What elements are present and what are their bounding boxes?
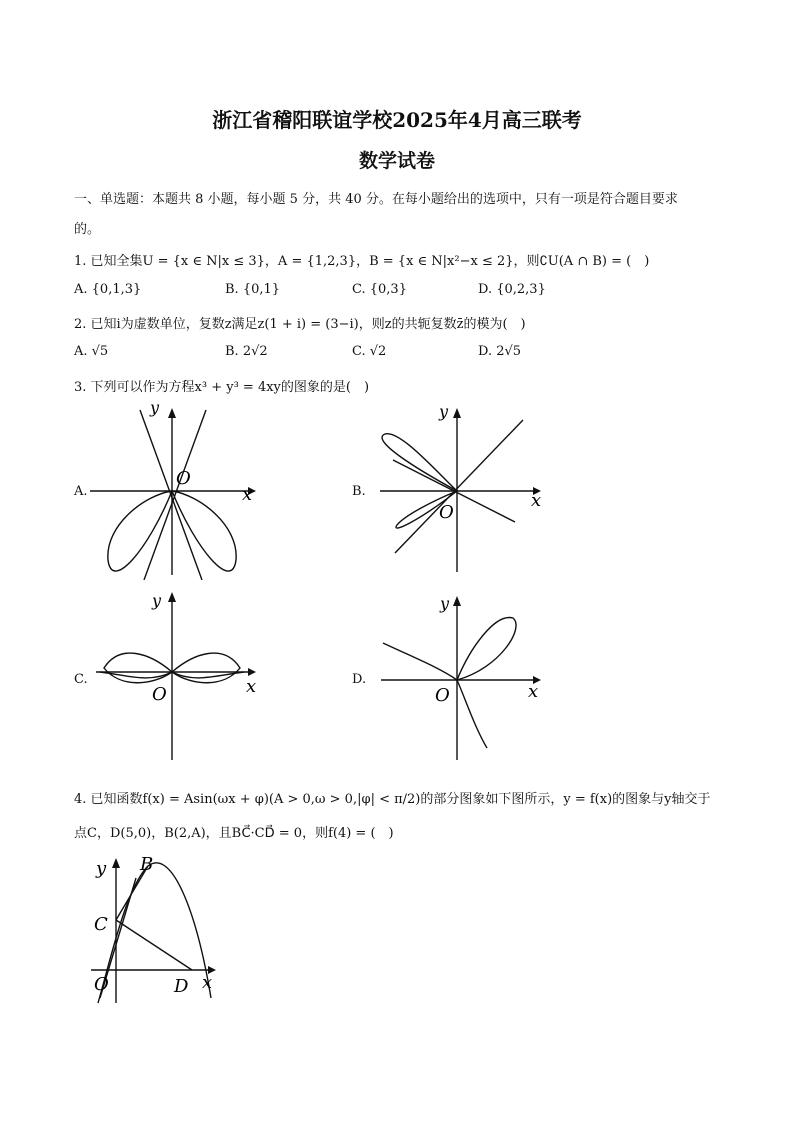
line-y-equals-x — [395, 420, 523, 553]
y-axis-arrow — [453, 596, 461, 606]
x-axis-arrow — [248, 668, 256, 676]
q4-graph — [86, 848, 226, 1008]
label-origin: O — [94, 974, 109, 995]
q2-option-d: D. 2√5 — [478, 344, 522, 359]
q4-stem-line1: 4. 已知函数f(x) = Asin(ωx + φ)(A > 0,ω > 0,|φ| < π/2)的部分图象如下图所示，y = f(x)的图象与y轴交于 — [74, 792, 711, 807]
q4-stem-line2: 点C，D(5,0)，B(2,A)，且BC⃗·CD⃗ = 0，则f(4) = ( ) — [74, 826, 394, 841]
q3-option-d-label: D. — [352, 672, 367, 687]
label-c: C — [94, 914, 108, 935]
axis-x-label: x — [528, 681, 539, 702]
axis-y-label: y — [152, 591, 162, 610]
section-intro-line1: 一、单选题：本题共 8 小题，每小题 5 分，共 40 分。在每小题给出的选项中，只有一项是符合题目要求 — [74, 192, 678, 207]
axis-x-label: x — [531, 490, 542, 511]
curve-loop — [457, 618, 516, 680]
y-axis-arrow — [112, 858, 120, 868]
curve-lobe-left — [104, 653, 172, 683]
q1-option-a: A. {0,1,3} — [74, 282, 142, 297]
q1-stem: 1. 已知全集U = {x ∈ N|x ≤ 3}，A = {1,2,3}，B = {x ∈ N|x²−x ≤ 2}，则∁U(A ∩ B) = ( ) — [74, 254, 650, 269]
q3-graph-d — [375, 588, 555, 768]
exam-subtitle: 数学试卷 — [358, 150, 435, 172]
q3-graph-a — [90, 400, 270, 580]
origin-label: O — [176, 468, 191, 489]
curve-loop-upper — [382, 434, 457, 491]
q3-option-a-label: A. — [74, 484, 88, 499]
segment-cd — [116, 920, 192, 970]
origin-label: O — [435, 685, 450, 706]
origin-label: O — [152, 684, 167, 705]
axis-x-label: x — [246, 676, 257, 697]
q1-option-c: C. {0,3} — [352, 282, 407, 297]
axis-y-label: y — [150, 400, 160, 417]
curve-lobe-right — [172, 653, 240, 683]
axis-y-label: y — [440, 594, 450, 613]
q2-option-b: B. 2√2 — [225, 344, 268, 359]
q3-graph-b — [375, 400, 555, 580]
y-axis-arrow — [168, 408, 176, 418]
q2-option-a: A. √5 — [74, 344, 109, 359]
label-x: x — [202, 972, 213, 993]
axis-x-label: x — [242, 484, 253, 505]
sine-curve — [98, 863, 211, 1003]
label-b: B — [140, 854, 154, 875]
label-d: D — [174, 976, 189, 997]
axis-y-label: y — [439, 402, 449, 421]
label-y: y — [96, 858, 107, 879]
q2-stem: 2. 已知i为虚数单位，复数z满足z(1 + i) = (3−i)，则z的共轭复数z̄的模为( ) — [74, 317, 526, 332]
q1-option-b: B. {0,1} — [225, 282, 281, 297]
q3-option-b-label: B. — [352, 484, 366, 499]
asymptote-line — [144, 410, 206, 580]
q3-graph-c — [90, 588, 270, 768]
origin-label: O — [439, 502, 454, 523]
q1-option-d: D. {0,2,3} — [478, 282, 546, 297]
q2-option-c: C. √2 — [352, 344, 387, 359]
y-axis-arrow — [453, 408, 461, 418]
exam-title: 浙江省稽阳联谊学校2025年4月高三联考 — [212, 108, 582, 132]
section-intro-line2: 的。 — [74, 222, 101, 237]
q3-option-c-label: C. — [74, 672, 88, 687]
curve-loop-right — [172, 491, 236, 571]
q3-stem: 3. 下列可以作为方程x³ + y³ = 4xy的图象的是( ) — [74, 380, 370, 395]
y-axis-arrow — [168, 592, 176, 602]
